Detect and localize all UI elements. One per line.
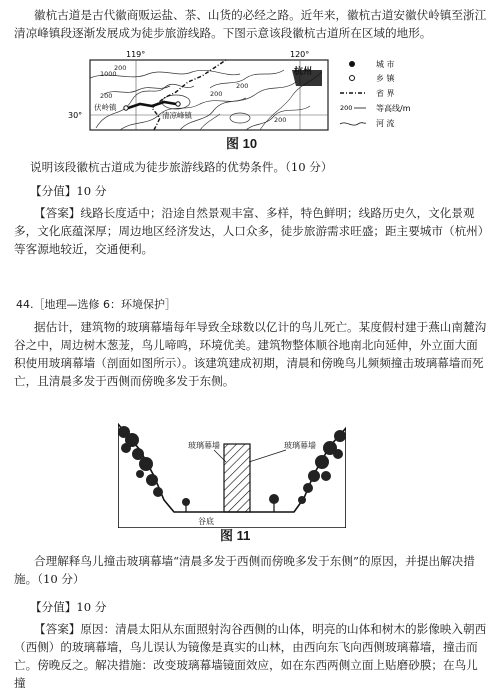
legend-city: 城 市 <box>376 60 395 69</box>
q44-intro: 据估计，建筑物的玻璃幕墙每年导致全球数以亿计的鸟儿死亡。某度假村建于燕山南麓沟谷之中，周边树木葱茏，鸟儿啼鸣，环境优美。建筑物整体顺谷地南北向延伸，外立面大面积使用玻璃幕墙（剖面如图所示）。该建筑建成初期，清晨和傍晚鸟儿频频撞击玻璃幕墙而死亡，且清晨多发于西侧而傍晚多发于东侧。 <box>14 320 487 388</box>
town-marker-qingliangfeng <box>176 102 180 106</box>
q43-score: 【分值】10 分 <box>30 184 107 198</box>
contour-label: 200 <box>210 90 223 98</box>
legend-contour-value: 200 <box>340 104 353 112</box>
contour-label: 200 <box>236 82 249 90</box>
q44-answer: 【答案】原因：清晨太阳从东面照射沟谷西侧的山体，明亮的山体和树木的影像映入朝西（西侧）的玻璃幕墙，鸟儿误认为镜像是真实的山林，由西向东飞向西侧玻璃幕墙，撞击而亡。傍晚反之。解决措施：改变玻璃幕墙镜面效应，如在东西两侧立面上贴磨砂膜；在鸟儿撞 <box>14 622 487 690</box>
label-glass-right: 玻璃幕墙 <box>284 441 316 450</box>
town-label-qingliangfeng: 清凉峰镇 <box>162 111 192 120</box>
city-symbol-icon <box>349 61 355 67</box>
contour-label: 200 <box>100 92 113 100</box>
q43-question: 说明该段徽杭古道成为徒步旅游线路的优势条件。（10 分） <box>30 160 333 174</box>
lon-label-119: 119° <box>126 50 146 59</box>
legend-town: 乡 镇 <box>376 74 395 83</box>
town-label-fuling: 伏岭镇 <box>94 103 117 112</box>
map-legend <box>340 59 411 128</box>
figure-10-map <box>60 48 460 152</box>
q44-score: 【分值】10 分 <box>30 600 107 614</box>
city-label-hangzhou: 杭州 <box>294 67 313 77</box>
river-symbol-icon <box>340 123 366 126</box>
lon-label-120: 120° <box>290 50 310 59</box>
legend-river: 河 流 <box>376 119 395 128</box>
lat-label-30: 30° <box>68 111 83 120</box>
q43-answer: 【答案】线路长度适中；沿途自然景观丰富、多样，特色鲜明；线路历史久，文化景观多，文化底蕴深厚；周边地区经济发达，人口众多，徒步旅游需求旺盛；距主要城市（杭州）等客源地较近，交通便利。 <box>14 206 484 256</box>
building-glass-curtain <box>224 444 250 512</box>
label-glass-left: 玻璃幕墙 <box>188 441 220 450</box>
contour-label: 1000 <box>100 70 117 78</box>
legend-contour: 等高线/m <box>376 104 411 113</box>
figure-11-caption: 图 11 <box>220 528 251 543</box>
contour-label: 200 <box>114 64 127 72</box>
legend-province: 省 界 <box>376 89 395 98</box>
figure-11-section <box>118 418 346 528</box>
q43-intro: 徽杭古道是古代徽商贩运盐、茶、山货的必经之路。近年来，徽杭古道安徽伏岭镇至浙江清凉峰镇段逐渐发展成为徒步旅游线路。下图示意该段徽杭古道所在区域的地形。 <box>14 8 487 40</box>
town-marker-fuling <box>124 106 128 110</box>
label-valley-floor: 谷底 <box>198 517 214 526</box>
figure-10-caption: 图 10 <box>226 136 258 151</box>
town-symbol-icon <box>350 76 355 81</box>
q44-heading: 44.［地理—选修 6：环境保护］ <box>16 298 176 311</box>
contour-label: 200 <box>274 116 287 124</box>
q44-question: 合理解释鸟儿撞击玻璃幕墙“清晨多发于西侧而傍晚多发于东侧”的原因，并提出解决措施。（10 分） <box>14 554 475 586</box>
